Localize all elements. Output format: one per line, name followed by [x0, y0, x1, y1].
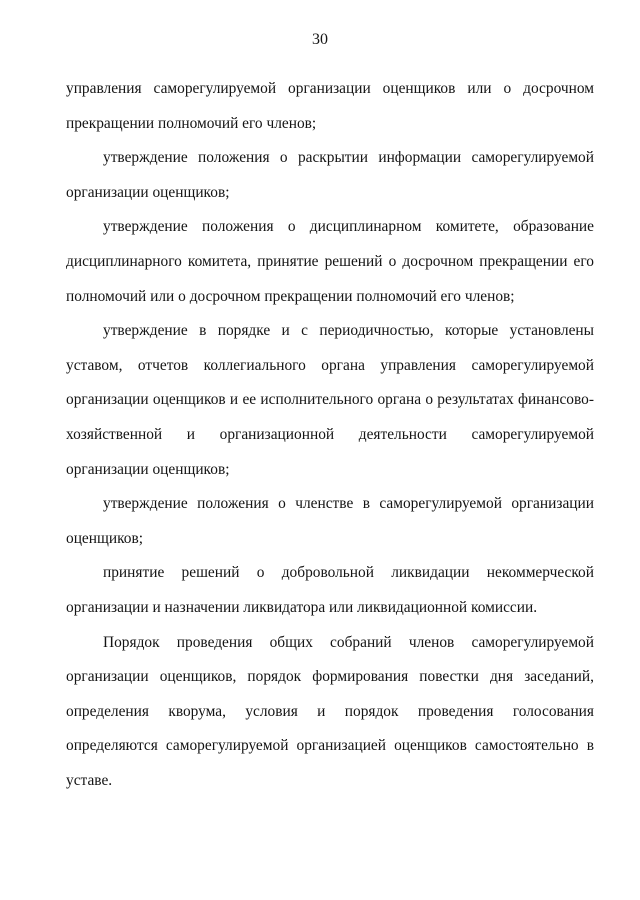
- paragraph-continuation: управления саморегулируемой организации оценщиков или о досрочном прекращении полномочий его членов;: [66, 80, 594, 132]
- paragraph-disclosure-regulation: утверждение положения о раскрытии информации саморегулируемой организации оценщиков;: [66, 149, 594, 201]
- paragraph-liquidation: принятие решений о добровольной ликвидации некоммерческой организации и назначении ликвидатора или ликвидационной комиссии.: [66, 564, 594, 616]
- paragraph-meeting-procedure: Порядок проведения общих собраний членов саморегулируемой организации оценщиков, порядок формирования повестки дня заседаний, определения кворума, условия и порядок проведения голосования определяются саморегулируемой организацией оценщиков самостоятельно в уставе.: [66, 633, 594, 789]
- page-number: 30: [312, 31, 328, 48]
- document-body: [66, 72, 594, 798]
- paragraph-reports-approval: утверждение в порядке и с периодичностью, которые установлены уставом, отчетов коллегиального органа управления саморегулируемой организации оценщиков и ее исполнительного органа о результатах финансово-хозяйственной и организационной деятельности саморегулируемой организации оценщиков;: [66, 322, 594, 478]
- paragraph-membership-regulation: утверждение положения о членстве в саморегулируемой организации оценщиков;: [66, 495, 594, 547]
- paragraph-disciplinary-committee: утверждение положения о дисциплинарном комитете, образование дисциплинарного комитета, принятие решений о досрочном прекращении его полномочий или о досрочном прекращении полномочий его членов;: [66, 218, 594, 305]
